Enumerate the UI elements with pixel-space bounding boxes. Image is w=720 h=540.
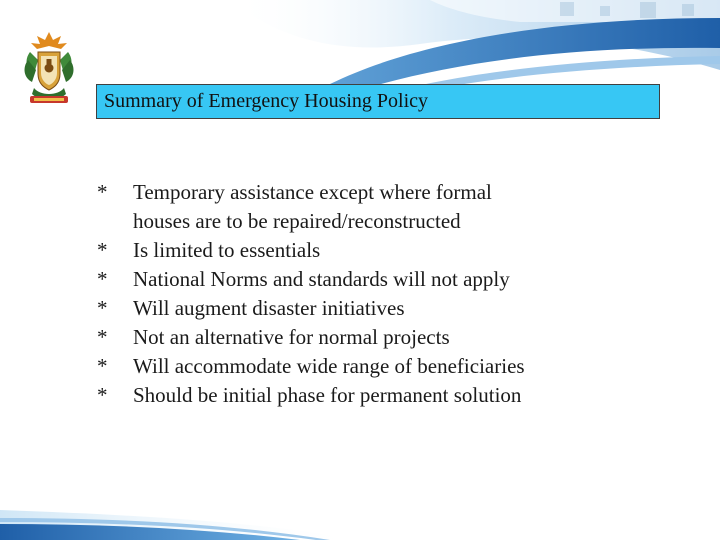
bullet-text: Should be initial phase for permanent solution [133,383,522,407]
bullet-marker: * [97,383,108,407]
bullet-marker: * [97,354,108,378]
list-item [95,178,695,236]
bullet-text: Not an alternative for normal projects [133,325,450,349]
coat-of-arms-icon [20,30,78,108]
bullet-text: Is limited to essentials [133,238,321,262]
bullet-text: Will augment disaster initiatives [133,296,405,320]
top-banner-graphic [0,0,720,90]
list-item [95,352,695,381]
bullet-marker: * [97,180,108,204]
list-item [95,323,695,352]
bullet-text: National Norms and standards will not apply [133,267,510,291]
list-item [95,294,695,323]
bullet-marker: * [97,238,108,262]
bullet-marker: * [97,296,108,320]
list-item [95,265,695,294]
title-box [96,84,660,119]
list-item [95,381,695,410]
bullet-text: Will accommodate wide range of beneficiaries [133,354,525,378]
bottom-banner-graphic [0,440,720,540]
bullet-marker: * [97,325,108,349]
bullet-list [95,178,695,410]
list-item [95,236,695,265]
bullet-text-line: houses are to be repaired/reconstructed [133,209,461,233]
slide-title: Summary of Emergency Housing Policy [104,90,429,112]
bullet-text-line: Temporary assistance except where formal [133,180,492,204]
bullet-marker: * [97,267,108,291]
bullet-text [133,178,695,236]
